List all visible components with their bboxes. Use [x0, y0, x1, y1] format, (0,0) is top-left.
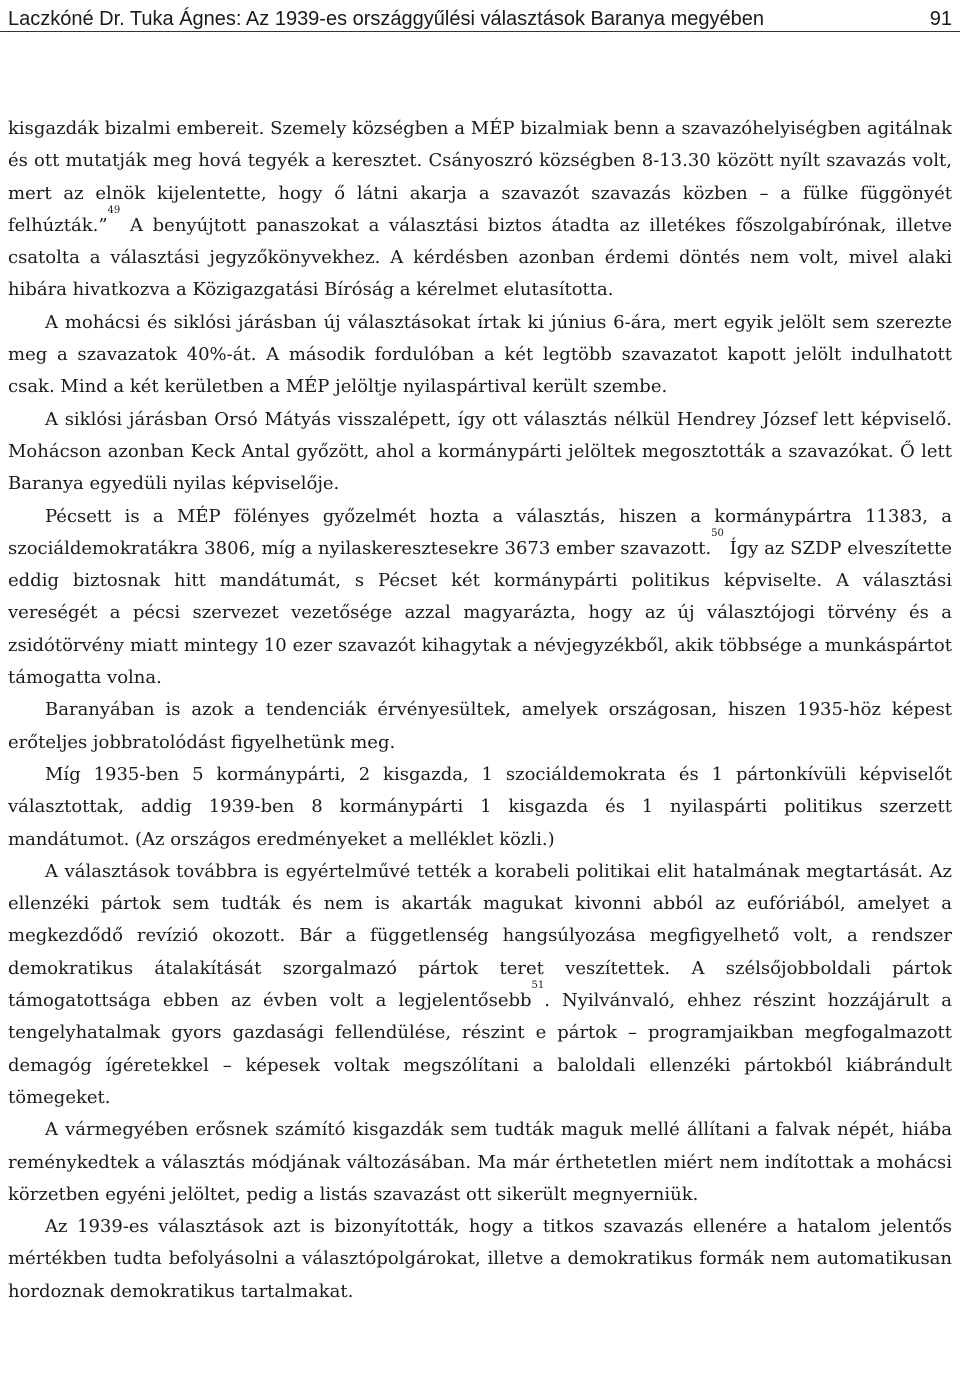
- paragraph-text: A választások továbbra is egyértelművé tették a korabeli politikai elit hatalmának megtartását. Az ellenzéki pártok sem tudták és nem is akarták magukat kivonni abból az eufóriából, amelyet a megkezdődő revízió okozott. Bár a függetlenség hangsúlyozása megfigyelhető volt, a rendszer demokratikus átalakítását szorgalmazó pártok teret veszítettek. A szélsőjobboldali pártok támogatottsága ebben az évben volt a legjelentősebb: [8, 860, 952, 1012]
- paragraph-text: A siklósi járásban Orsó Mátyás visszalépett, így ott választás nélkül Hendrey József lett képviselő. Mohácson azonban Keck Antal győzött, ahol a kormánypárti jelöltek megosztották a szavazókat. Ő lett Baranya egyedüli nyilas képviselője.: [8, 408, 952, 495]
- paragraph: [8, 501, 952, 695]
- paragraph-text: A vármegyében erősnek számító kisgazdák sem tudták maguk mellé állítani a falvak népét, hiába reménykedtek a választás módjának változásában. Ma már érthetetlen miért nem indítottak a mohácsi körzetben egyéni jelöltet, pedig a listás szavazást ott sikerült megnyerniük.: [8, 1119, 952, 1205]
- running-head: [8, 4, 952, 34]
- footnote-ref-50: 50: [711, 527, 724, 539]
- paragraph-text: A mohácsi és siklósi járásban új választásokat írtak ki június 6-ára, mert egyik jelölt sem szerezte meg a szavazatok 40%-át. A második fordulóban a két legtöbb szavazatot kapott jelölt indulhatott csak. Mind a két kerületben a MÉP jelöltje nyilaspártival került szembe.: [8, 311, 952, 398]
- paragraph-text: Pécsett is a MÉP fölényes győzelmét hozta a választás, hiszen a kormánypártra 11383, a szociáldemokratákra 3806, míg a nyilaskeresztesekre 3673 ember szavazott.: [8, 505, 952, 559]
- paragraph-text: A benyújtott panaszokat a választási biztos átadta az illetékes főszolgabírónak, illetve csatolta a választási jegyzőkönyvekhez. A kérdésben azonban érdemi döntés nem volt, mivel alaki hibára hivatkozva a Közigazgatási Bíróság a kérelmet elutasította.: [8, 214, 952, 301]
- paragraph: [8, 856, 952, 1114]
- paragraph-text: Az 1939-es választások azt is bizonyították, hogy a titkos szavazás ellenére a hatalom jelentős mértékben tudta befolyásolni a választópolgárokat, illetve a demokratikus formák nem automatikusan hordoznak demokratikus tartalmakat.: [8, 1216, 952, 1302]
- paragraph: [8, 404, 952, 501]
- paragraph: [8, 1211, 952, 1308]
- paragraph-text: Míg 1935-ben 5 kormánypárti, 2 kisgazda, 1 szociáldemokrata és 1 pártonkívüli képviselőt választottak, addig 1939-ben 8 kormánypárti 1 kisgazda és 1 nyilaspárti politikus szerzett mandátumot. (Az országos eredményeket a melléklet közli.): [8, 763, 952, 850]
- paragraph: [8, 694, 952, 759]
- running-head-title: Laczkóné Dr. Tuka Ágnes: Az 1939-es országgyűlési választások Baranya megyében: [8, 8, 764, 30]
- footnote-ref-51: 51: [531, 980, 545, 992]
- paragraph-text: . Nyilvánvaló, ehhez részint hozzájárult a tengelyhatalmak gyors gazdasági fellendülése, részint e pártok – programjaikban megfogalmazott demagóg ígéretekkel – képesek voltak megszólítani a baloldali ellenzéki pártokból kiábrándult tömegeket.: [8, 990, 952, 1108]
- paragraph-text: Baranyában is azok a tendenciák érvényesültek, amelyek országosan, hiszen 1935-höz képest erőteljes jobbratolódást figyelhetünk meg.: [8, 699, 952, 753]
- paragraph: [8, 1114, 952, 1211]
- header-rule: [0, 31, 960, 32]
- paragraph: [8, 759, 952, 856]
- paragraph-text: Így az SZDP elveszítette eddig biztosnak hitt mandátumát, s Pécset két kormánypárti politikus képviselte. A választási vereségét a pécsi szervezet vezetősége azzal magyarázta, hogy az új választójogi törvény és a zsidótörvény miatt mintegy 10 ezer szavazót kihagytak a névjegyzékből, akik többsége a munkáspártot támogatta volna.: [8, 537, 952, 689]
- paragraph-text: kisgazdák bizalmi embereit. Szemely községben a MÉP bizalmiak benn a szavazóhelyiségben agitálnak és ott mutatják meg hová tegyék a keresztet. Csányoszró községben 8-13.30 között nyílt szavazás volt, mert az elnök kijelentette, hogy ő látni akarja a szavazót szavazás közben – a fülke függönyét felhúzták.”: [8, 118, 952, 236]
- paragraph: [8, 113, 952, 307]
- footnote-ref-49: 49: [107, 204, 121, 216]
- body-text: [8, 113, 952, 1308]
- page-number: 91: [929, 8, 952, 30]
- paragraph: [8, 307, 952, 404]
